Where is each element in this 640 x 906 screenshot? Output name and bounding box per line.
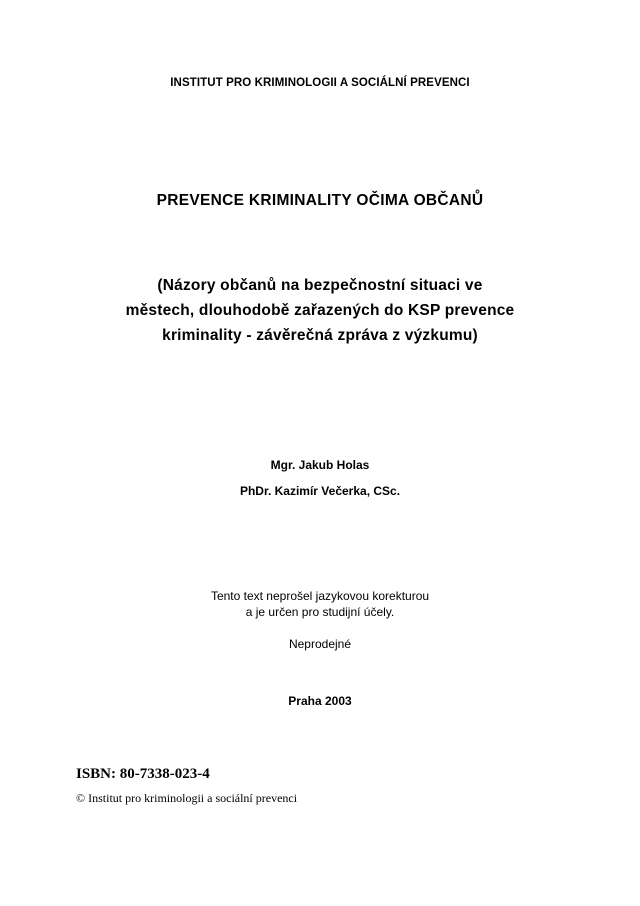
document-title: PREVENCE KRIMINALITY OČIMA OBČANŮ <box>156 192 484 209</box>
author-2: PhDr. Kazimír Večerka, CSc. <box>239 484 401 498</box>
document-subtitle <box>40 273 600 348</box>
place-year: Praha 2003 <box>288 694 352 708</box>
subtitle-line-2: městech, dlouhodobě zařazených do KSP prevence <box>125 302 515 319</box>
proofreading-note <box>40 588 600 620</box>
author-1: Mgr. Jakub Holas <box>270 458 370 472</box>
isbn: ISBN: 80-7338-023-4 <box>76 766 210 782</box>
subtitle-line-3: kriminality - závěrečná zpráva z výzkumu) <box>162 327 478 344</box>
institute-name: INSTITUT PRO KRIMINOLOGII A SOCIÁLNÍ PREVENCI <box>170 77 470 89</box>
note-line-2: a je určen pro studijní účely. <box>245 605 395 619</box>
note-line-1: Tento text neprošel jazykovou korekturou <box>210 589 430 603</box>
not-for-sale-label: Neprodejné <box>288 637 352 651</box>
subtitle-line-1: (Názory občanů na bezpečnostní situaci ve <box>157 277 483 294</box>
copyright-notice: © Institut pro kriminologii a sociální prevenci <box>76 791 298 805</box>
